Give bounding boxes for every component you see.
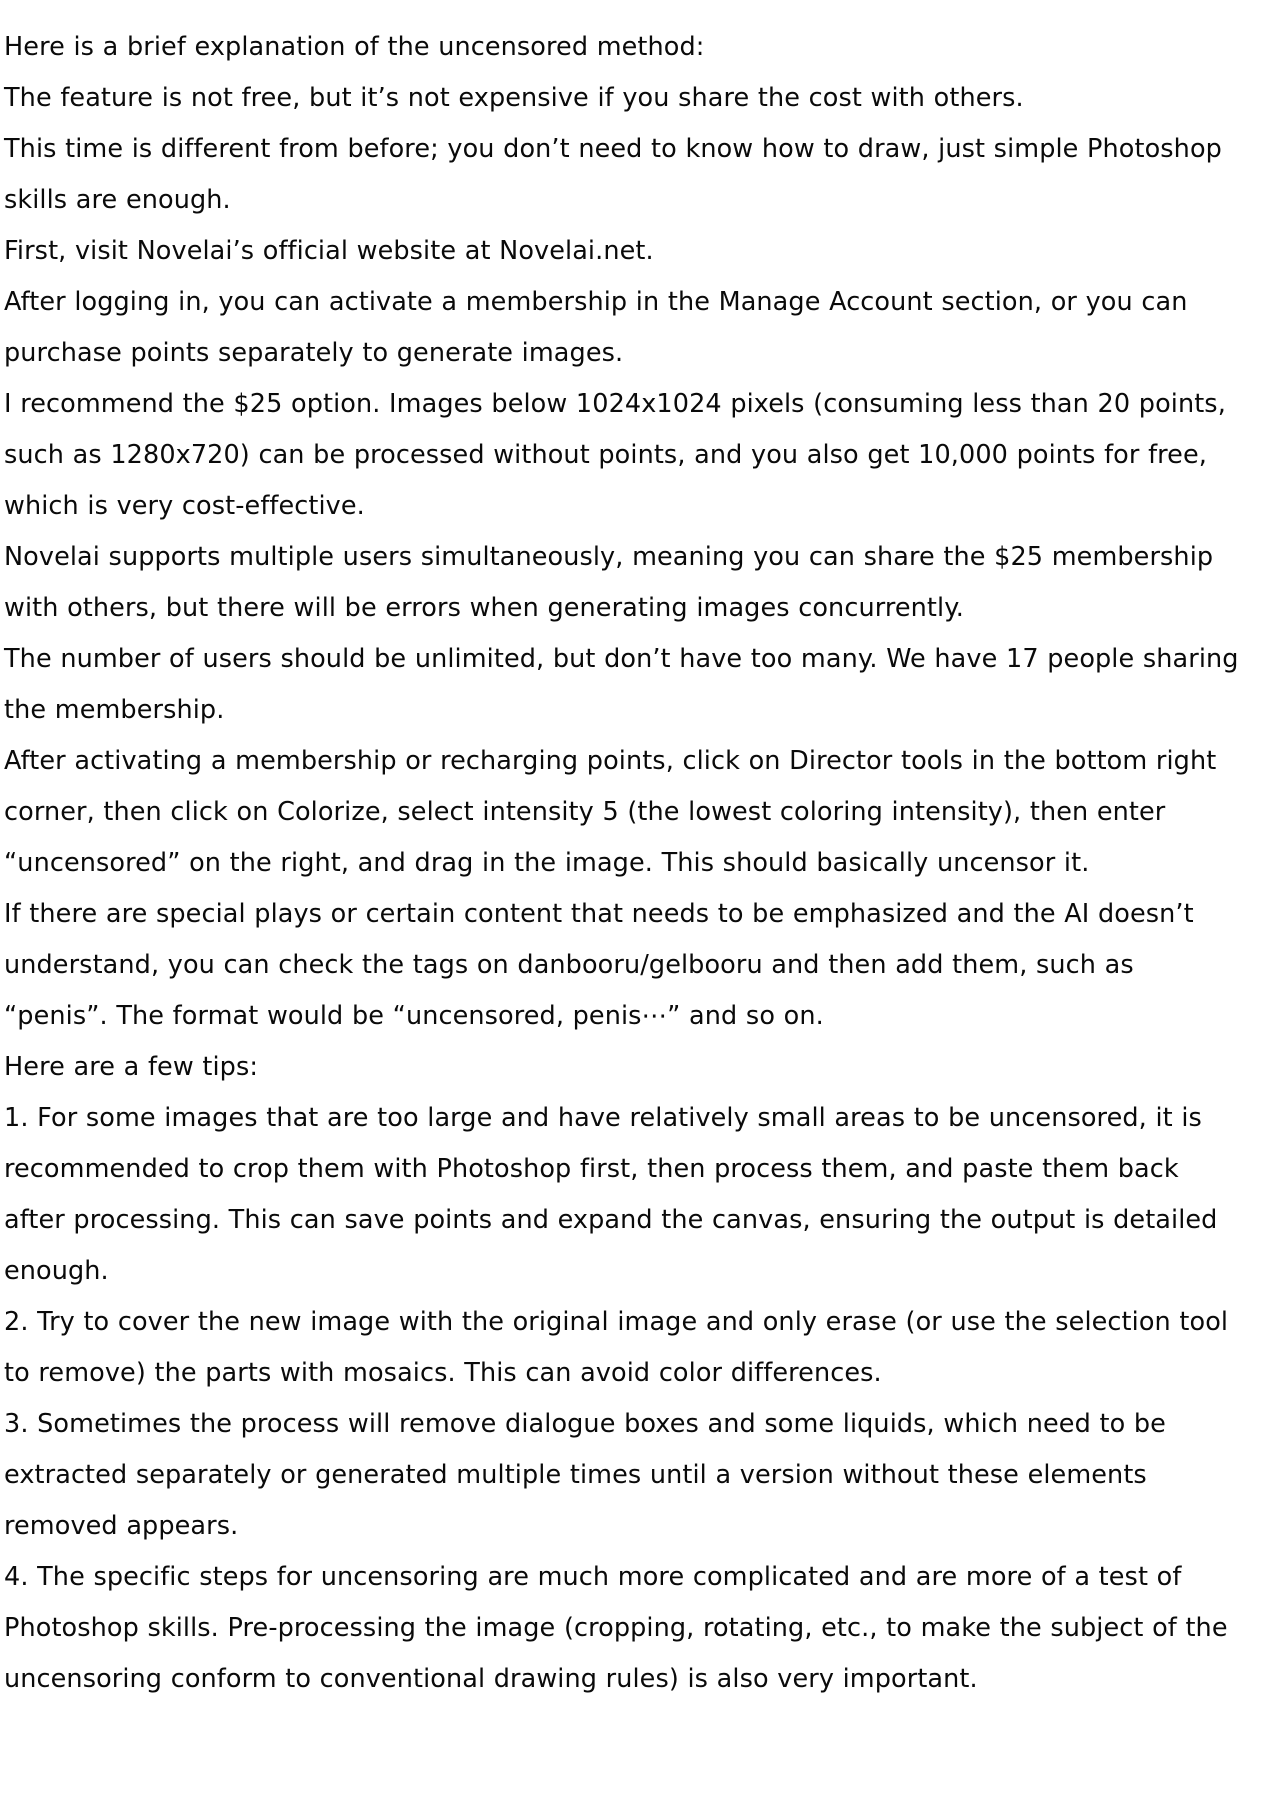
paragraph-intro: Here is a brief explanation of the uncensored method:	[4, 32, 705, 62]
paragraph-sharing: Novelai supports multiple users simultaneously, meaning you can share the $25 membership with others, but there will be errors when generating images concurrently.	[4, 542, 1214, 623]
document-body	[4, 22, 1240, 1705]
paragraph-cost: The feature is not free, but it’s not expensive if you share the cost with others.	[4, 83, 1024, 113]
paragraph-tip-2: 2. Try to cover the new image with the original image and only erase (or use the selection tool to remove) the parts with mosaics. This can avoid color differences.	[4, 1307, 1229, 1388]
paragraph-tip-4: 4. The specific steps for uncensoring are much more complicated and are more of a test of Photoshop skills. Pre-processing the image (cropping, rotating, etc., to make the subject of the uncensoring conform to conventional drawing rules) is also very important.	[4, 1562, 1228, 1694]
paragraph-tags: If there are special plays or certain content that needs to be emphasized and the AI doesn’t understand, you can check the tags on danbooru/gelbooru and then add them, such as “penis”. The format would be “uncensored, penis⋯” and so on.	[4, 899, 1194, 1031]
paragraph-tip-3: 3. Sometimes the process will remove dialogue boxes and some liquids, which need to be extracted separately or generated multiple times until a version without these elements removed appears.	[4, 1409, 1166, 1541]
paragraph-website: First, visit Novelai’s official website at Novelai.net.	[4, 236, 654, 266]
paragraph-tips-heading: Here are a few tips:	[4, 1052, 259, 1082]
paragraph-skills: This time is different from before; you don’t need to know how to draw, just simple Photoshop skills are enough.	[4, 134, 1222, 215]
paragraph-membership: After logging in, you can activate a membership in the Manage Account section, or you can purchase points separately to generate images.	[4, 287, 1188, 368]
paragraph-user-count: The number of users should be unlimited, but don’t have too many. We have 17 people sharing the membership.	[4, 644, 1239, 725]
paragraph-tip-1: 1. For some images that are too large and have relatively small areas to be uncensored, it is recommended to crop them with Photoshop first, then process them, and paste them back after processing. This can save points and expand the canvas, ensuring the output is detailed enough.	[4, 1103, 1218, 1286]
paragraph-pricing: I recommend the $25 option. Images below 1024x1024 pixels (consuming less than 20 points, such as 1280x720) can be processed without points, and you also get 10,000 points for free, which is very cost-effective.	[4, 389, 1226, 521]
paragraph-director-tools: After activating a membership or recharging points, click on Director tools in the bottom right corner, then click on Colorize, select intensity 5 (the lowest coloring intensity), then enter “uncensored” on the right, and drag in the image. This should basically uncensor it.	[4, 746, 1217, 878]
